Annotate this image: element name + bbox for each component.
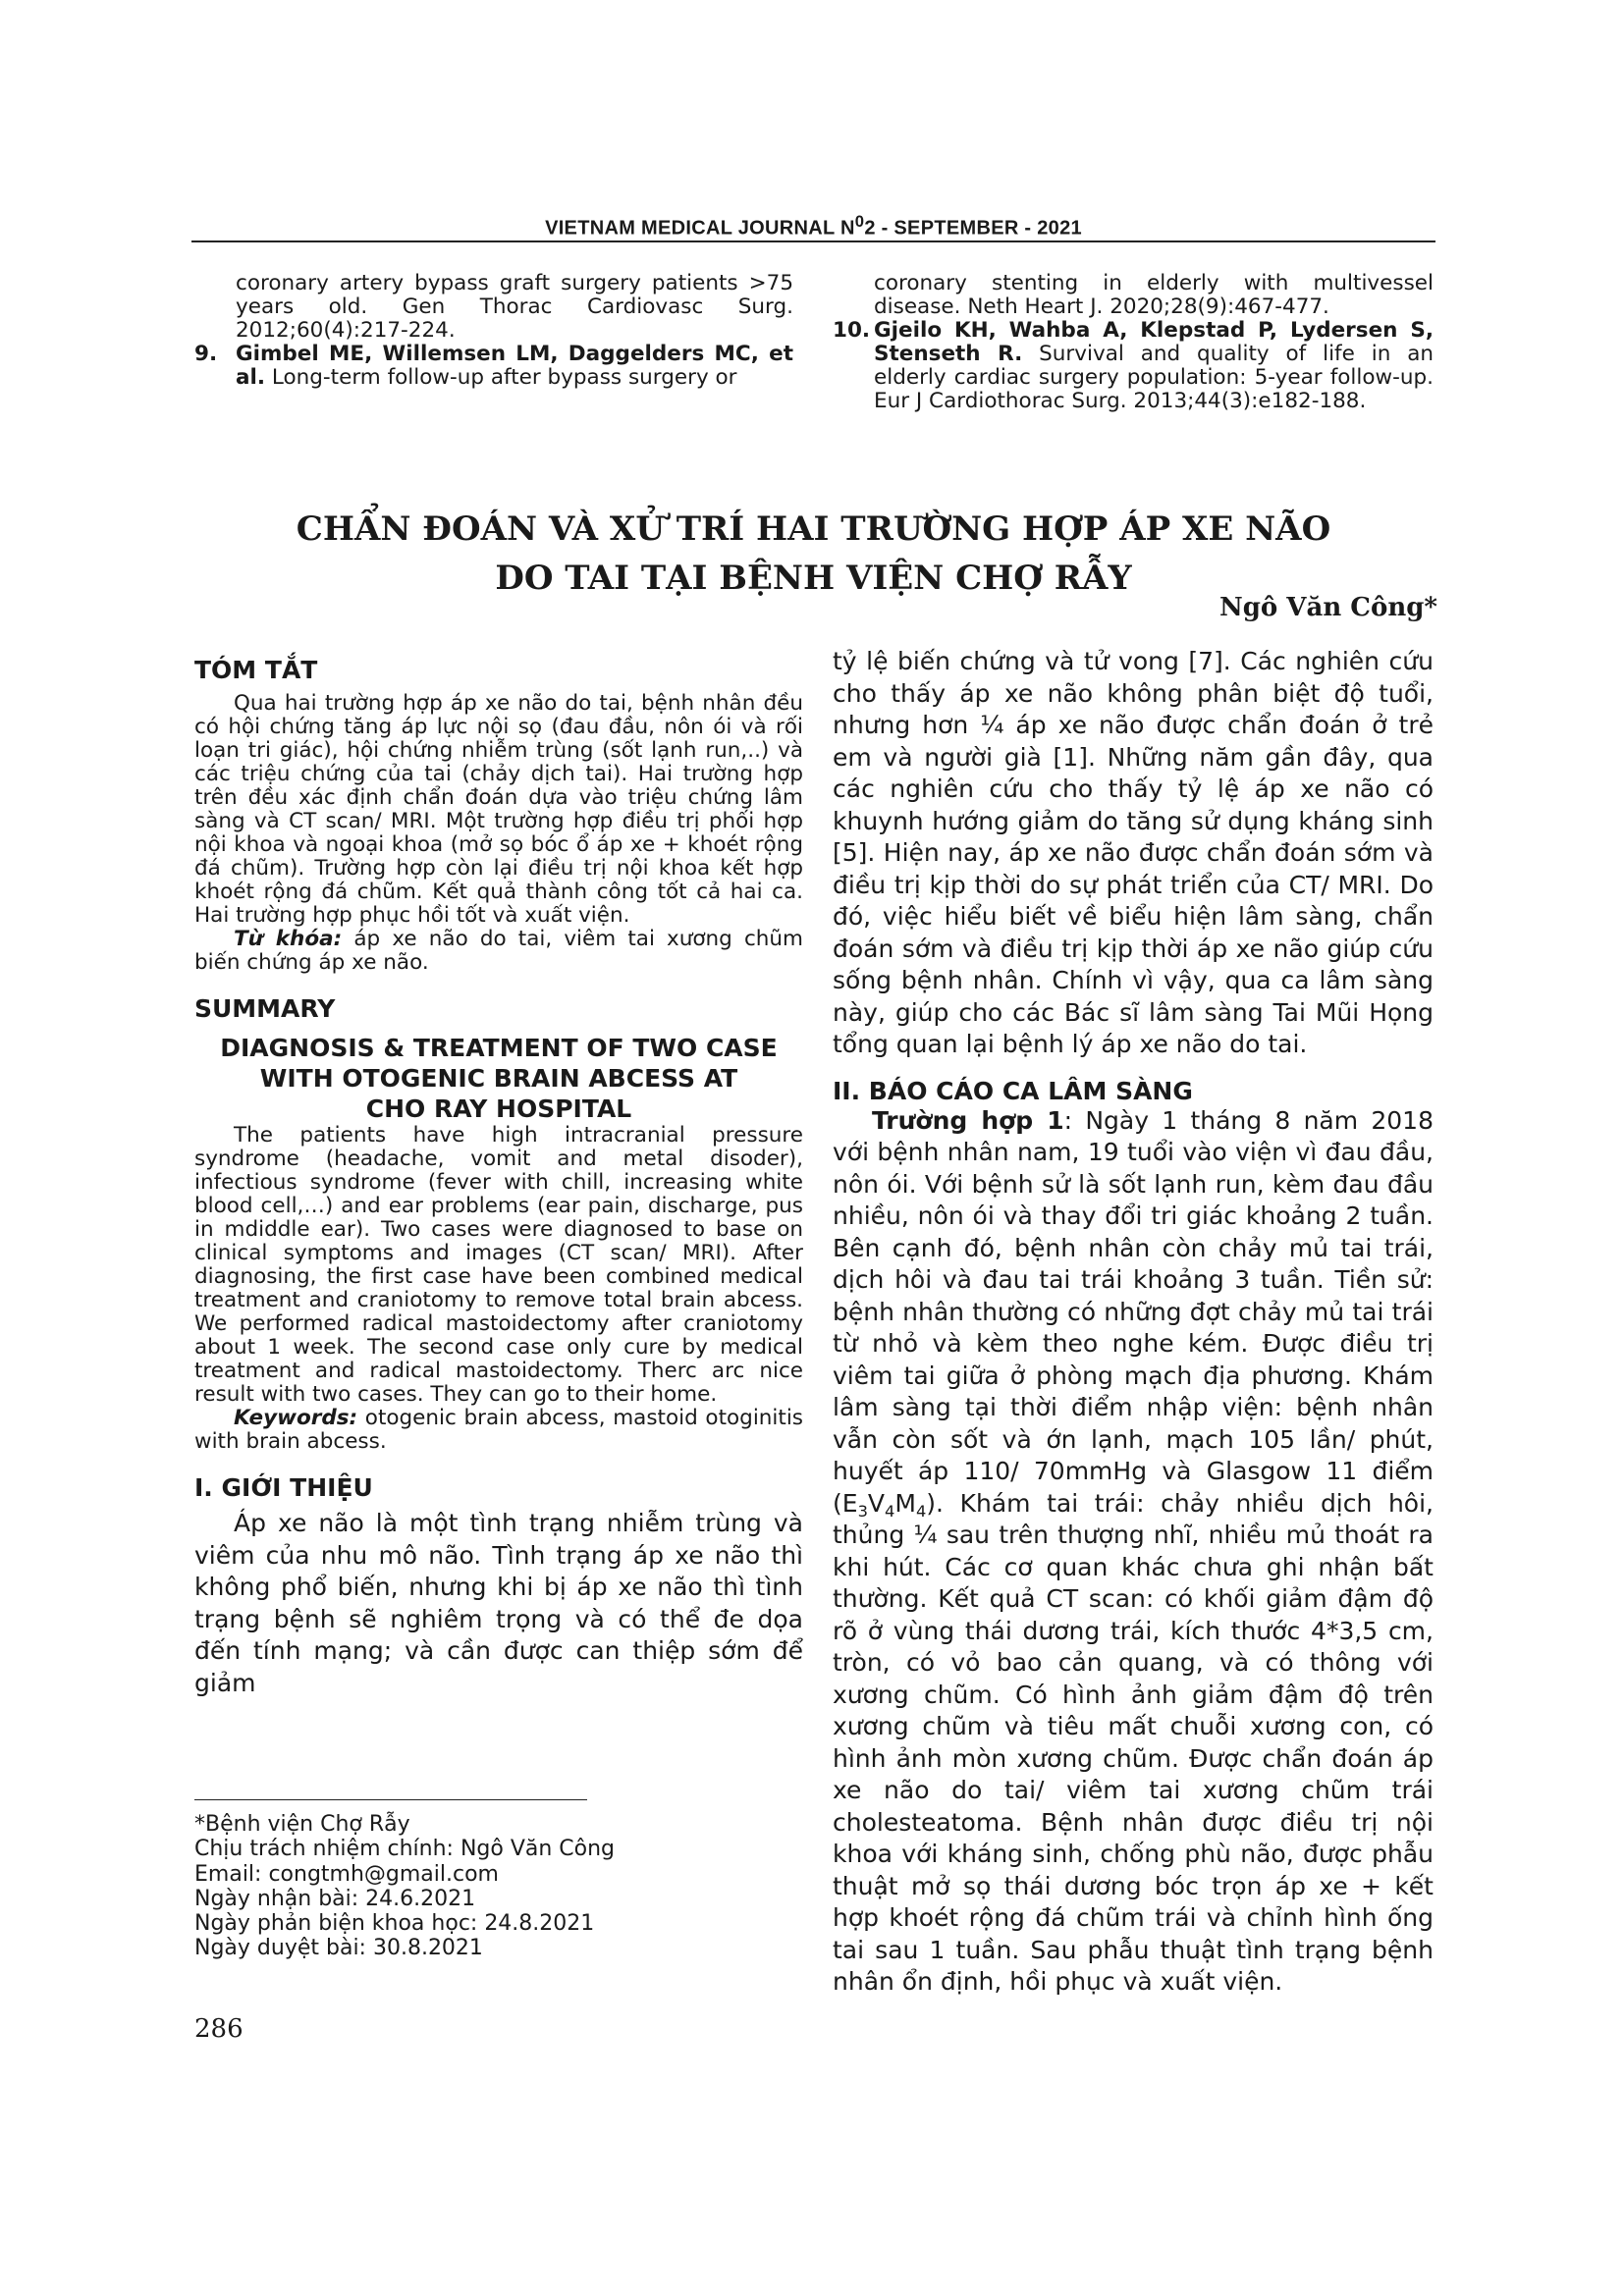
reference-9: [194, 343, 793, 390]
case-text-a: : Ngày 1 tháng 8 năm 2018 với bệnh nhân nam, 19 tuổi vào viện vì đau đầu, nôn ói. Với bệnh sử là sốt lạnh run, kèm đau đầu nhiều, nôn ói và thay đổi tri giác khoảng 2 tuần. Bên cạnh đó, bệnh nhân còn chảy mủ tai trái, dịch hôi và đau tai trái khoảng 3 tuần. Tiền sử: bệnh nhân thường có những đợt chảy mủ tai trái từ nhỏ và kèm theo nghe kém. Được điều trị viêm tai giữa ở phòng mạch địa phương. Khám lâm sàng tại thời điểm nhập viện: bệnh nhân vẫn còn sốt và ớn lạnh, mạch 105 lần/ phút, huyết áp 110/ 70mmHg và Glasgow 11 điểm (E: [833, 1105, 1434, 1518]
intro-continuation: tỷ lệ biến chứng và tử vong [7]. Các nghiên cứu cho thấy áp xe não không phân biệt độ tuổi, nhưng hơn ¼ áp xe não được chẩn đoán ở trẻ em và người già [1]. Những năm gần đây, qua các nghiên cứu cho thấy tỷ lệ áp xe não có khuynh hướng giảm do tăng sử dụng kháng sinh [5]. Hiện nay, áp xe não được chẩn đoán sớm và điều trị kịp thời do sự phát triển của CT/ MRI. Do đó, việc hiểu biết về biểu hiện lâm sàng, chẩn đoán sớm và điều trị kịp thời áp xe não giúp cứu sống bệnh nhân. Chính vì vậy, qua ca lâm sàng này, giúp cho các Bác sĩ lâm sàng Tai Mũi Họng tổng quan lại bệnh lý áp xe não do tai.: [833, 647, 1434, 1058]
keywords-text: áp xe não do tai, viêm tai xương chũm biến chứng áp xe não.: [194, 927, 803, 975]
footnote-reviewed: Ngày phản biện khoa học: 24.8.2021: [194, 1911, 595, 1937]
summary-body: The patients have high intracranial pressure syndrome (headache, vomit and metal disoder), infectious syndrome (fever with chill, increasing white blood cell,…) and ear problems (ear pain, discharge, pus in mdiddle ear). Two cases were diagnosed to base on clinical symptoms and images (CT scan/ MRI). After diagnosing, the first case have been combined medical treatment and craniotomy to remove total brain abcess. We performed radical mastoidectomy after craniotomy about 1 week. The second case only cure by medical treatment and radical mastoidectomy. Therc arc nice result with two cases. They can go to their home.: [194, 1123, 803, 1407]
footnote: [194, 1812, 793, 1961]
footnote-email: Email: congtmh@gmail.com: [194, 1861, 499, 1887]
footnote-responsible: Chịu trách nhiệm chính: Ngô Văn Công: [194, 1837, 616, 1862]
abstract-keywords: [194, 928, 803, 975]
summary-title-line: WITH OTOGENIC BRAIN ABCESS AT: [259, 1064, 738, 1093]
title-line-1: CHẨN ĐOÁN VÀ XỬ TRÍ HAI TRƯỜNG HỢP ÁP XE NÃO: [296, 509, 1331, 549]
right-column: [833, 646, 1434, 1999]
reference-number: 9.: [194, 342, 218, 366]
article-title: [191, 505, 1435, 603]
summary-heading: SUMMARY: [194, 994, 336, 1023]
keywords-label: Keywords:: [234, 1406, 358, 1430]
glasgow-m-letter: M: [894, 1488, 916, 1518]
summary-title-line: DIAGNOSIS & TREATMENT OF TWO CASE: [220, 1034, 778, 1062]
case-text-b: ). Khám tai trái: chảy nhiều dịch hôi, thủng ¼ sau trên thượng nhĩ, nhiều mủ thoát ra khi hút. Các cơ quan khác chưa ghi nhận bất thường. Kết quả CT scan: có khối giảm đậm độ rõ ở vùng thái dương trái, kích thước 4*3,5 cm, tròn, có vỏ bao cản quang, và có thông với xương chũm. Có hình ảnh giảm đậm độ trên xương chũm và tiêu mất chuỗi xương con, có hình ảnh mòn xương chũm. Được chẩn đoán áp xe não do tai/ viêm tai xương chũm trái cholesteatoma. Bệnh nhân được điều trị nội khoa với kháng sinh, chống phù não, được phẫu thuật mở sọ thái dương bóc trọn áp xe + kết hợp khoét rộng đá chũm trái và chỉnh hình ống tai sau 1 tuần. Sau phẫu thuật tình trạng bệnh nhân ổn định, hồi phục và xuất viện.: [833, 1488, 1434, 1996]
summary-keywords: [194, 1407, 803, 1454]
glasgow-e: 3: [857, 1501, 868, 1521]
reference-text: Long-term follow-up after bypass surgery or: [265, 365, 737, 390]
issue-date: 2 - SEPTEMBER - 2021: [864, 217, 1082, 240]
journal-name: VIETNAM MEDICAL JOURNAL N: [545, 217, 855, 240]
reference-continuation: coronary artery bypass graft surgery patients >75 years old. Gen Thorac Cardiovasc Surg. 2012;60(4):217-224.: [236, 271, 793, 343]
abstract-body: Qua hai trường hợp áp xe não do tai, bệnh nhân đều có hội chứng tăng áp lực nội sọ (đau đầu, nôn ói và rối loạn tri giác), hội chứng nhiễm trùng (sốt lạnh run,..) và các triệu chứng của tai (chảy dịch tai). Hai trường hợp trên đều xác định chẩn đoán dựa vào triệu chứng lâm sàng và CT scan/ MRI. Một trường hợp điều trị phối hợp nội khoa và ngoại khoa (mở sọ bóc ổ áp xe + khoét rộng đá chũm). Trường hợp còn lại điều trị nội khoa kết hợp khoét rộng đá chũm. Kết quả thành công tốt cả hai ca. Hai trường hợp phục hồi tốt và xuất viện.: [194, 691, 803, 928]
keywords-text: otogenic brain abcess, mastoid otoginitis with brain abcess.: [194, 1406, 803, 1454]
issue-superscript: 0: [854, 212, 865, 231]
references-left: [194, 272, 793, 390]
header-rule: [191, 240, 1435, 242]
glasgow-m: 4: [915, 1501, 927, 1521]
author-name: Ngô Văn Công*: [1218, 593, 1437, 622]
page-number: 286: [194, 2014, 244, 2044]
running-header: [191, 212, 1435, 240]
left-column: [194, 656, 803, 1699]
case-body: [833, 1105, 1434, 1999]
glasgow-v: 4: [885, 1501, 895, 1521]
reference-number: 10.: [833, 318, 871, 343]
footnote-rule: [194, 1799, 587, 1800]
abstract-heading: TÓM TẮT: [194, 656, 318, 684]
case-label: Trường hợp 1: [872, 1105, 1064, 1135]
footnote-accepted: Ngày duyệt bài: 30.8.2021: [194, 1936, 483, 1961]
intro-heading: I. GIỚI THIỆU: [194, 1473, 373, 1502]
title-line-2: DO TAI TẠI BỆNH VIỆN CHỢ RẪY: [495, 559, 1132, 598]
reference-authors: Gjeilo KH, Wahba A, Klepstad P, Lydersen S, Stenseth R.: [874, 318, 1434, 366]
case-heading: II. BÁO CÁO CA LÂM SÀNG: [833, 1076, 1193, 1105]
reference-text: Survival and quality of life in an elderly cardiac surgery population: 5-year follow-up. Eur J Cardiothorac Surg. 2013;44(3):e182-188.: [874, 342, 1434, 413]
references-right: [833, 272, 1434, 413]
glasgow-v-letter: V: [867, 1488, 886, 1518]
footnote-received: Ngày nhận bài: 24.6.2021: [194, 1886, 476, 1911]
keywords-label: Từ khóa:: [234, 927, 343, 951]
reference-10: [833, 319, 1434, 413]
reference-authors: Gimbel ME, Willemsen LM, Daggelders MC, et al.: [236, 342, 793, 390]
footnote-affiliation: *Bệnh viện Chợ Rẫy: [194, 1812, 410, 1837]
summary-title-line: CHO RAY HOSPITAL: [365, 1095, 632, 1123]
reference-continuation: coronary stenting in elderly with multivessel disease. Neth Heart J. 2020;28(9):467-477.: [874, 271, 1434, 319]
summary-title: [194, 1033, 803, 1124]
intro-body: Áp xe não là một tình trạng nhiễm trùng và viêm của nhu mô não. Tình trạng áp xe não thì không phổ biến, nhưng khi bị áp xe não thì tình trạng bệnh sẽ nghiêm trọng và có thể đe dọa đến tính mạng; và cần được can thiệp sớm để giảm: [194, 1509, 803, 1697]
